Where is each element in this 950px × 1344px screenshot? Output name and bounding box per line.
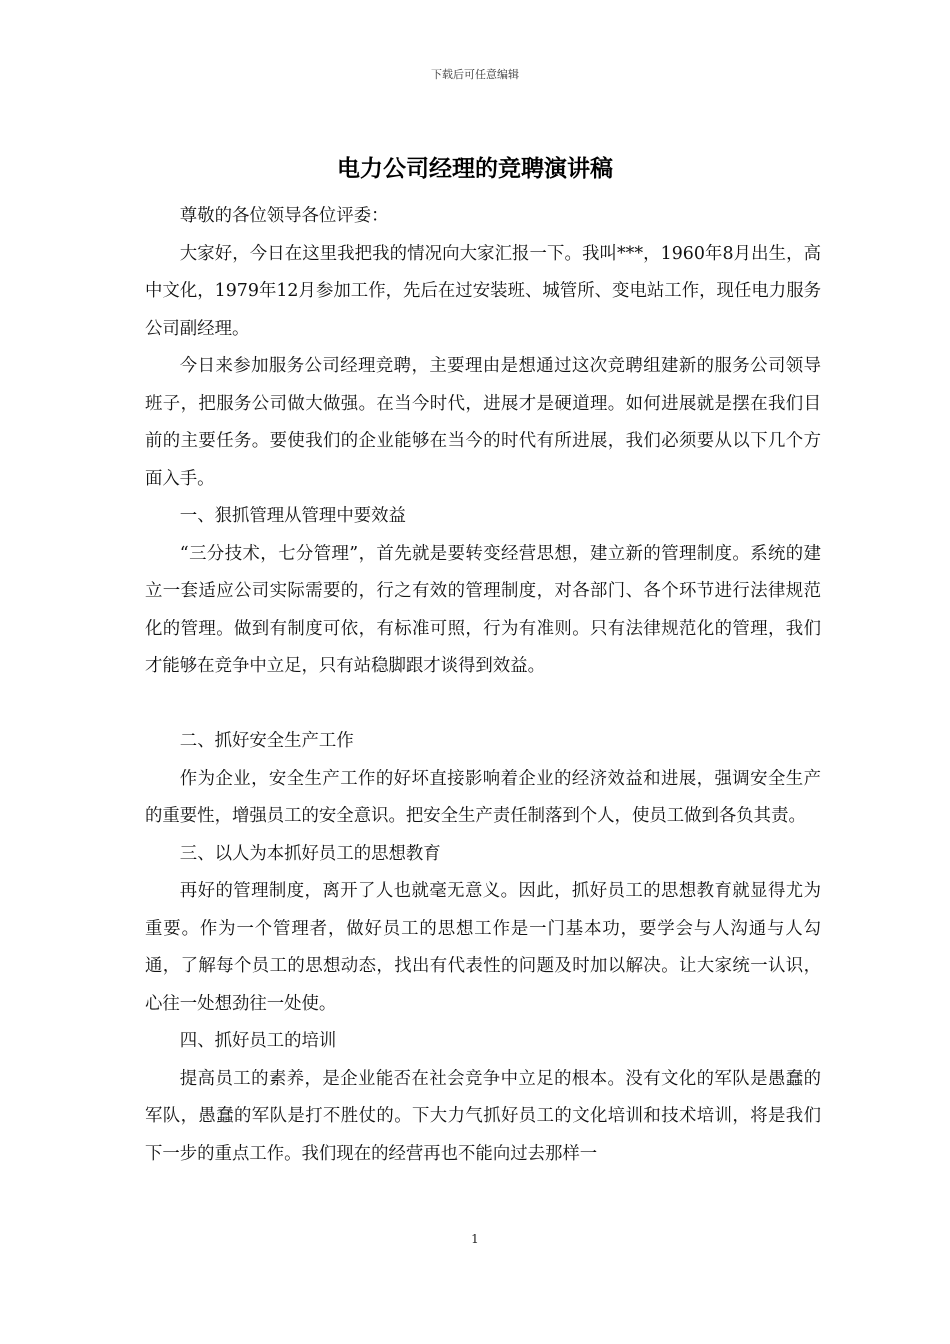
section-heading-1: 一、狠抓管理从管理中要效益 <box>179 506 406 526</box>
page-number: 1 <box>471 1232 479 1246</box>
section-1-paragraph: “三分技术，七分管理”，首先就是要转变经营思想，建立新的管理制度。系统的建立一套适应公司实际需要的，行之有效的管理制度，对各部门、各个环节进行法律规范化的管理。做到有制度可依，有标准可照，行为有准则。只有法律规范化的管理，我们才能够在竞争中立足，只有站稳脚跟才谈得到效益。 <box>145 543 821 676</box>
section-heading-4: 四、抓好员工的培训 <box>179 1031 337 1051</box>
document-body <box>145 198 821 1173</box>
section-4-paragraph: 提高员工的素养，是企业能否在社会竞争中立足的根本。没有文化的军队是愚蠢的军队，愚蠢的军队是打不胜仗的。下大力气抓好员工的文化培训和技术培训，将是我们下一步的重点工作。我们现在的经营再也不能向过去那样一 <box>145 1068 821 1164</box>
section-2-paragraph: 作为企业，安全生产工作的好坏直接影响着企业的经济效益和进展，强调安全生产的重要性，增强员工的安全意识。把安全生产责任制落到个人，使员工做到各负其责。 <box>145 768 821 826</box>
introduction-paragraph: 大家好，今日在这里我把我的情况向大家汇报一下。我叫***，1960年8月出生，高中文化，1979年12月参加工作，先后在过安装班、城管所、变电站工作，现任电力服务公司副经理。 <box>145 243 821 339</box>
section-3-paragraph: 再好的管理制度，离开了人也就毫无意义。因此，抓好员工的思想教育就显得尤为重要。作为一个管理者，做好员工的思想工作是一门基本功，要学会与人沟通与人勾通，了解每个员工的思想动态，找出有代表性的问题及时加以解决。让大家统一认识，心往一处想劲往一处使。 <box>145 881 821 1014</box>
salutation-paragraph: 尊敬的各位领导各位评委： <box>179 206 389 226</box>
blank-line <box>145 686 821 724</box>
document-title: 电力公司经理的竞聘演讲稿 <box>337 155 613 182</box>
section-heading-2: 二、抓好安全生产工作 <box>179 731 354 751</box>
purpose-paragraph: 今日来参加服务公司经理竞聘，主要理由是想通过这次竞聘组建新的服务公司领导班子，把服务公司做大做强。在当今时代，进展才是硬道理。如何进展就是摆在我们目前的主要任务。要使我们的企业能够在当今的时代有所进展，我们必须要从以下几个方面入手。 <box>145 356 821 489</box>
section-heading-3: 三、以人为本抓好员工的思想教育 <box>179 843 441 864</box>
header-note: 下载后可任意编辑 <box>431 68 519 81</box>
